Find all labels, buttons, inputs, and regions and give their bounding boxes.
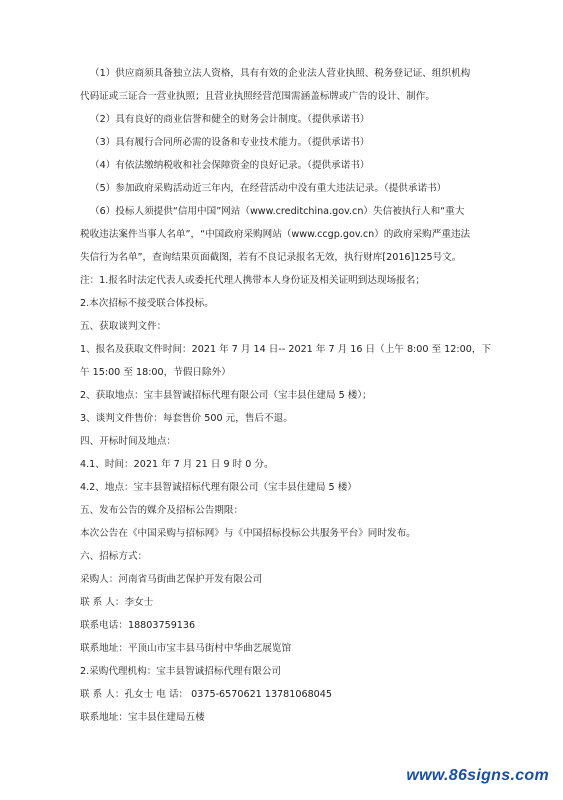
text-line: （3）具有履行合同所必需的设备和专业技术能力。（提供承诺书） <box>90 137 370 148</box>
text-line: 本次公告在《中国采购与招标网》与《中国招标投标公共服务平台》同时发布。 <box>80 528 416 539</box>
text-line: 3、谈判文件售价：每套售价 500 元，售后不退。 <box>80 413 293 424</box>
text-line: （4）有依法缴纳税收和社会保障资金的良好记录。（提供承诺书） <box>90 160 370 171</box>
text-line: 联 系 人：孔女士 电 话： 0375-6570621 13781068045 <box>80 689 332 700</box>
text-line: 联系电话：18803759136 <box>80 620 196 631</box>
text-line: 2.本次招标不接受联合体投标。 <box>80 298 214 309</box>
text-line: 1、报名及获取文件时间：2021 年 7 月 14 日-- 2021 年 7 月 16 日（上午 8:00 至 12:00，下 <box>80 344 492 355</box>
text-line: 税收违法案件当事人名单”，“中国政府采购网站（www.ccgp.gov.cn）的政府采购严重违法 <box>80 229 471 240</box>
section-heading: 五、获取谈判文件： <box>80 321 167 332</box>
text-line: （6）投标人须提供“信用中国”网站（www.creditchina.gov.cn）失信被执行人和“重大 <box>90 206 465 217</box>
section-heading: 六、招标方式： <box>80 551 148 562</box>
text-line: 代码证或三证合一营业执照；且营业执照经营范围需涵盖标牌或广告的设计、制作。 <box>80 91 435 102</box>
text-line: 失信行为名单”，查询结果页面截图，若有不良记录报名无效，执行财库[2016]125号文。 <box>80 252 462 263</box>
text-line: 联 系 人：李女士 <box>80 597 154 608</box>
text-line: 2、获取地点：宝丰县智诚招标代理有限公司（宝丰县住建局 5 楼）； <box>80 390 372 401</box>
text-line: 联系地址：平顶山市宝丰县马街村中华曲艺展览馆 <box>80 643 292 654</box>
text-line: 注：1.报名时法定代表人或委托代理人携带本人身份证及相关证明到达现场报名； <box>80 275 425 286</box>
section-heading: 四、开标时间及地点： <box>80 436 176 447</box>
text-line: 4.2、地点：宝丰县智诚招标代理有限公司（宝丰县住建局 5 楼） <box>80 482 357 493</box>
text-line: 采购人：河南省马街曲艺保护开发有限公司 <box>80 574 263 585</box>
text-line: 2.采购代理机构：宝丰县智诚招标代理有限公司 <box>80 666 282 677</box>
text-line: 午 15:00 至 18:00，节假日除外） <box>80 367 231 378</box>
text-line: 联系地址：宝丰县住建局五楼 <box>80 712 205 723</box>
text-line: （5）参加政府采购活动近三年内，在经营活动中没有重大违法记录。（提供承诺书） <box>90 183 447 194</box>
watermark-link[interactable]: www.86signs.com <box>406 767 549 784</box>
text-line: （1）供应商须具备独立法人资格，具有有效的企业法人营业执照、税务登记证、组织机构 <box>90 68 471 79</box>
text-line: 4.1、时间：2021 年 7 月 21 日 9 时 0 分。 <box>80 459 274 470</box>
section-heading: 五、发布公告的媒介及招标公告期限： <box>80 505 244 516</box>
text-line: （2）具有良好的商业信誉和健全的财务会计制度。（提供承诺书） <box>90 114 370 125</box>
